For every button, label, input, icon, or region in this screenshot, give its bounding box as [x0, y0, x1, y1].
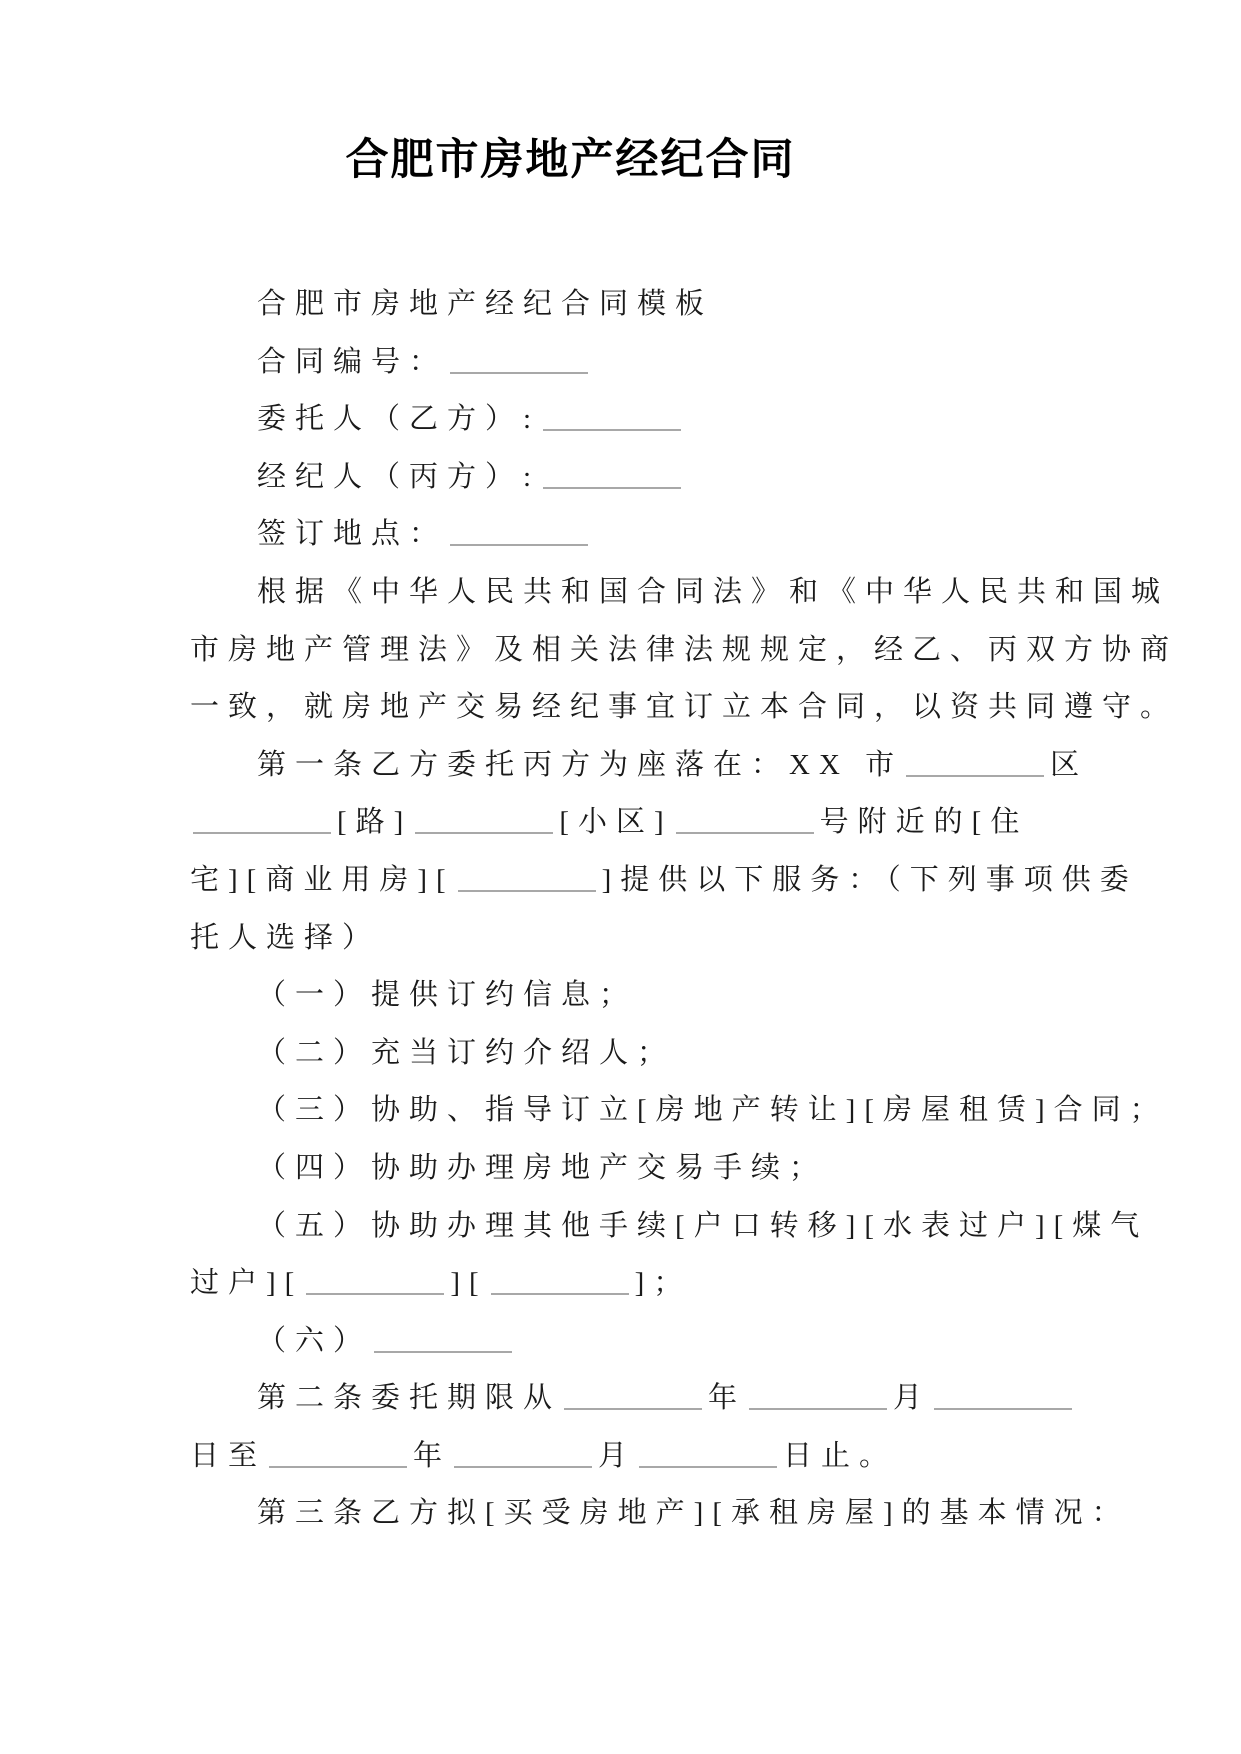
text-line — [190, 1255, 1090, 1313]
text-line — [190, 1313, 1090, 1371]
text-segment: 年 — [708, 1382, 747, 1415]
text-segment: ]提供以下服务：（下列事项供委 — [601, 863, 1138, 896]
blank-field — [491, 1289, 629, 1295]
text-segment: 合肥市房地产经纪合同模板 — [257, 288, 714, 320]
text-line — [190, 1428, 1090, 1486]
text-segment: 过户][ — [190, 1267, 304, 1300]
text-segment: 月 — [893, 1382, 932, 1415]
text-segment: 委托人（乙方）: — [257, 403, 541, 436]
text-segment: 经纪人（丙方）: — [257, 460, 541, 493]
text-line — [190, 391, 1090, 449]
text-line — [190, 1198, 1149, 1256]
text-segment: 第一条乙方委托丙方为座落在：XX 市 — [257, 748, 904, 781]
text-segment: （四）协助办理房地产交易手续； — [257, 1151, 828, 1184]
blank-field — [458, 886, 596, 892]
text-segment: 合同编号： — [257, 345, 448, 378]
text-line — [190, 1370, 1090, 1428]
text-segment: 第三条乙方拟[买受房地产][承租房屋]的基本情况： — [257, 1497, 1130, 1530]
text-line — [190, 737, 1090, 795]
text-line — [190, 564, 1170, 622]
text-segment: 市房地产管理法》及相关法律法规规定，经乙、丙双方协商 — [190, 633, 1179, 666]
blank-field — [374, 1347, 512, 1353]
text-segment: 第二条委托期限从 — [257, 1382, 562, 1415]
text-line — [190, 852, 1138, 910]
text-line — [190, 506, 1090, 564]
blank-field — [454, 1462, 592, 1468]
text-segment: 托人选择） — [190, 921, 381, 954]
text-segment: [小区] — [559, 806, 673, 839]
blank-field — [415, 828, 553, 834]
text-line — [190, 276, 1090, 334]
text-segment: （一）提供订约信息； — [257, 979, 638, 1012]
text-line — [190, 794, 1090, 852]
text-line — [190, 1025, 1090, 1083]
text-segment: ]； — [634, 1267, 692, 1300]
text-segment: （五）协助办理其他手续[户口转移][水表过户][煤气 — [257, 1209, 1149, 1242]
blank-field — [676, 828, 814, 834]
text-segment: 日至 — [190, 1439, 267, 1472]
text-line — [190, 334, 1090, 392]
text-segment: 签订地点： — [257, 518, 448, 551]
text-segment: （三）协助、指导订立[房地产转让][房屋租赁]合同； — [257, 1094, 1168, 1127]
blank-field — [543, 483, 681, 489]
blank-field — [193, 828, 331, 834]
text-line — [190, 910, 1090, 968]
text-line — [190, 449, 1090, 507]
text-line — [190, 1485, 1130, 1543]
document-body — [190, 276, 1179, 1543]
text-line — [190, 679, 1179, 737]
text-segment: （二）充当订约介绍人； — [257, 1036, 676, 1069]
text-line — [190, 622, 1179, 680]
text-segment: 区 — [1050, 748, 1089, 781]
text-line — [190, 1140, 1090, 1198]
blank-field — [906, 771, 1044, 777]
blank-field — [269, 1462, 407, 1468]
document-title: 合肥市房地产经纪合同 — [345, 137, 796, 184]
blank-field — [564, 1404, 702, 1410]
text-segment: 根据《中华人民共和国合同法》和《中华人民共和国城 — [257, 575, 1170, 608]
text-segment: （六） — [257, 1324, 372, 1357]
text-segment: 年 — [413, 1439, 452, 1472]
blank-field — [543, 425, 681, 431]
blank-field — [450, 368, 588, 374]
text-segment: 一致，就房地产交易经纪事宜订立本合同，以资共同遵守。 — [190, 691, 1179, 724]
blank-field — [639, 1462, 777, 1468]
text-line — [190, 1082, 1168, 1140]
text-segment: 号附近的[住 — [819, 806, 1029, 839]
blank-field — [934, 1404, 1072, 1410]
text-segment: ][ — [450, 1267, 488, 1300]
text-segment: 宅][商业用房][ — [190, 863, 455, 896]
blank-field — [306, 1289, 444, 1295]
blank-field — [749, 1404, 887, 1410]
blank-field — [450, 540, 588, 546]
text-segment: [路] — [337, 806, 413, 839]
text-segment: 日止。 — [783, 1439, 898, 1472]
text-segment: 月 — [598, 1439, 637, 1472]
text-line — [190, 967, 1090, 1025]
